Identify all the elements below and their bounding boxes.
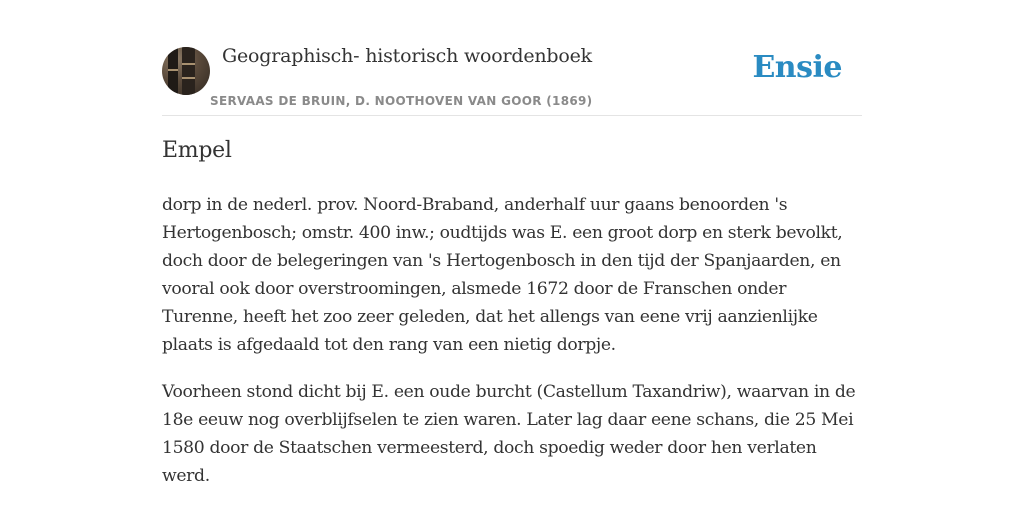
entry-paragraph: dorp in de nederl. prov. Noord-Braband, anderhalf uur gaans benoorden 's Hertogenbosch; omstr. 400 inw.; oudtijds was E. een groot dorp en sterk bevolkt, doch door de belegeringen van 's Hertogenbosch in den tijd der Spanjaarden, en vooral ook door overstroomingen, alsmede 1672 door de Franschen onder Turenne, heeft het zoo zeer geleden, dat het allengs van eene vrij aanzienlijke plaats is afgedaald tot den rang van een nietig dorpje. (162, 195, 843, 355)
entry-title: Empel (162, 138, 232, 163)
ensie-logo[interactable]: Ensie (752, 50, 842, 85)
entry-paragraph: Voorheen stond dicht bij E. een oude burcht (Castellum Taxandriw), waarvan in de 18e eeuw nog overblijfselen te zien waren. Later lag daar eene schans, die 25 Mei 1580 door de Staatschen vermeesterd, doch spoedig weder door hen verlaten werd. (162, 382, 856, 486)
entry-body (162, 191, 862, 509)
book-cover-icon[interactable] (162, 47, 210, 95)
book-header (162, 44, 862, 116)
book-author: SERVAAS DE BRUIN, D. NOOTHOVEN VAN GOOR (1869) (210, 94, 593, 108)
book-title-link[interactable]: Geographisch- historisch woordenboek (222, 45, 592, 67)
